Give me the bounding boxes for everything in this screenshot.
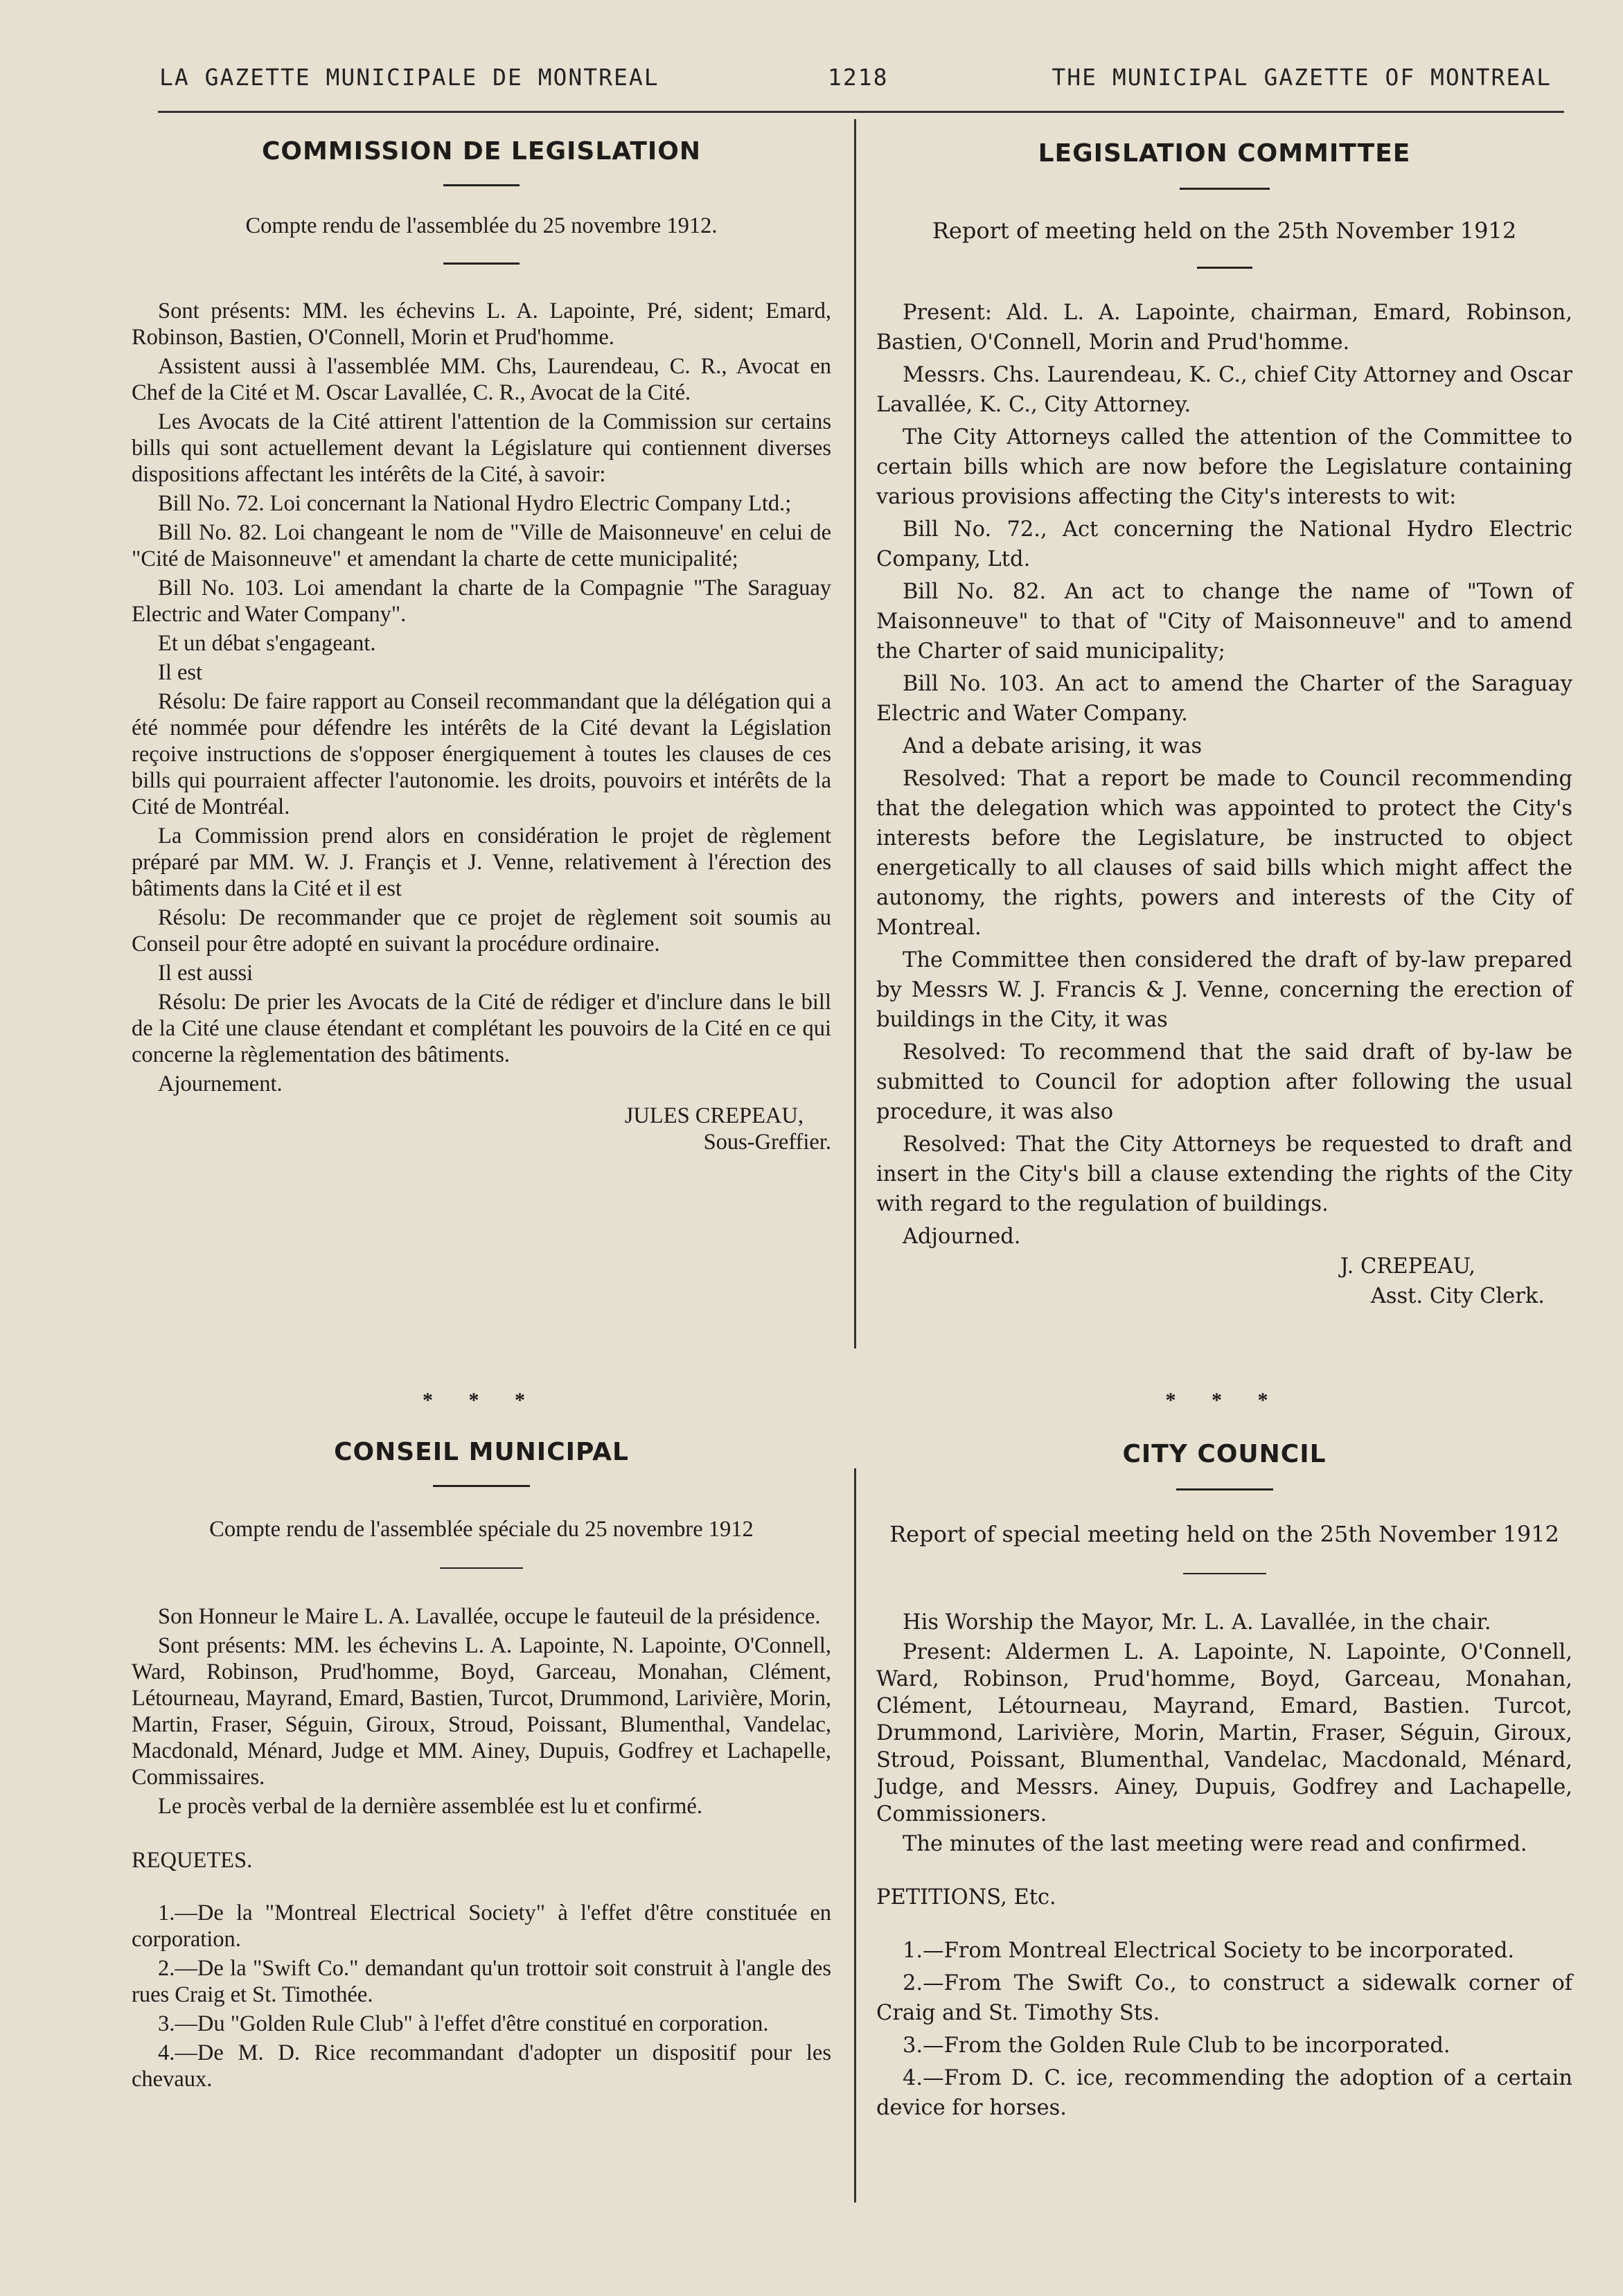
paragraph: Résolu: De faire rapport au Conseil recommandant que la délégation qui a été nommée pour défendre les intérêts de la Cité devant la Législation reçoive instructions de s'opposer énergiquement à toutes les clauses de ces bills qui pourraient affecter l'autonomie. les droits, pouvoirs et intérêts de la Cité de Montréal. [132,689,831,819]
section-title: CONSEIL MUNICIPAL [334,1438,629,1466]
paragraph: Bill No. 72. Loi concernant la National Hydro Electric Company Ltd.; [158,491,792,516]
paragraph: Il est [158,660,203,685]
paragraph: Le procès verbal de la dernière assemblée est lu et confirmé. [158,1794,702,1819]
header-english-title: THE MUNICIPAL GAZETTE OF MONTREAL [1052,64,1552,91]
header-french-title: LA GAZETTE MUNICIPALE DE MONTREAL [159,64,659,91]
list-item: 4.—De M. D. Rice recommandant d'adopter un dispositif pour les chevaux. [132,2040,831,2092]
paragraph: Sont présents: MM. les échevins L. A. Lapointe, Pré, sident; Emard, Robinson, Bastien, O'Connell, Morin et Prud'homme. [132,299,831,350]
paragraph: Sont présents: MM. les échevins L. A. Lapointe, N. Lapointe, O'Connell, Ward, Robinson, Prud'homme, Boyd, Garceau, Monahan, Clément, Létourneau, Mayrand, Emard, Bastien, Turcot, Drummond, Larivière, Morin, Martin, Fraser, Séguin, Giroux, Stroud, Poissant, Blumenthal, Vandelac, Macdonald, Ménard, Judge et MM. Ainey, Dupuis, Godfrey et Lachapelle, Commissaires. [132,1633,831,1790]
paragraph: Assistent aussi à l'assemblée MM. Chs, Laurendeau, C. R., Avocat en Chef de la Cité et M. Oscar Lavallée, C. R., Avocat de la Cité. [132,354,831,405]
paragraph: Résolu: De prier les Avocats de la Cité de rédiger et d'inclure dans le bill de la Cité une clause étendant et complétant les pouvoirs de la Cité en ce qui concerne la règlementation des bâtiments. [132,990,831,1067]
paragraph: Bill No. 103. Loi amendant la charte de la Compagnie "The Saraguay Electric and Water Company". [132,576,831,627]
paragraph: The City Attorneys called the attention of the Committee to certain bills which are now before the Legislature containing various provisions affecting the City's interests to wit: [876,425,1572,509]
list-item: 3.—From the Golden Rule Club to be incorporated. [903,2034,1451,2058]
paragraph: Messrs. Chs. Laurendeau, K. C., chief City Attorney and Oscar Lavallée, K. C., City Attorney. [876,363,1572,417]
paragraph: The Committee then considered the draft of by-law prepared by Messrs W. J. Francis & J. Venne, concerning the erection of buildings in the City, it was [876,948,1572,1032]
page-number: 1218 [828,64,889,91]
list-item: 2.—From The Swift Co., to construct a sidewalk corner of Craig and St. Timothy Sts. [876,1971,1572,2025]
section-separator: * * * [423,1389,540,1412]
subtitle-rule [443,262,520,265]
paragraph: Present: Ald. L. A. Lapointe, chairman, Emard, Robinson, Bastien, O'Connell, Morin and Prud'homme. [876,301,1572,355]
list-item: 1.—From Montreal Electrical Society to be incorporated. [903,1939,1515,1963]
signature-name: JULES CREPEAU, [624,1103,804,1128]
paragraph: Bill No. 82. An act to change the name of "Town of Maisonneuve" to that of "City of Maisonneuve" and to amend the Charter of said municipality; [876,580,1572,664]
column-divider-bottom [854,1468,856,2202]
section-body [876,1609,1572,1858]
city-council-section [876,1439,1572,2123]
paragraph: Resolved: To recommend that the said draft of by-law be submitted to Council for adoption after following the usual procedure, it was also [876,1040,1572,1124]
section-body [132,298,831,1097]
paragraph: Bill No. 72., Act concerning the National Hydro Electric Company, Ltd. [876,517,1572,571]
paragraph: Son Honneur le Maire L. A. Lavallée, occupe le fauteuil de la présidence. [158,1604,821,1629]
requests-list [132,1900,831,2092]
section-subtitle: Report of special meeting held on the 25th November 1912 [889,1521,1559,1547]
title-rule [433,1485,530,1487]
page-header [159,64,1552,98]
paragraph: Les Avocats de la Cité attirent l'attention de la Commission sur certains bills qui sont actuellement devant la Législature qui contiennent diverses dispositions affectant les intérêts de la Cité, à savoir: [132,409,831,487]
paragraph: And a debate arising, it was [903,734,1203,758]
paragraph: Bill No. 82. Loi changeant le nom de "Ville de Maisonneuve' en celui de "Cité de Maisonneuve" et amendant la charte de cette municipalité; [132,520,831,571]
paragraph: Ajournement. [158,1071,283,1096]
list-item: 4.—From D. C. ice, recommending the adoption of a certain device for horses. [876,2066,1572,2120]
paragraph: Resolved: That a report be made to Council recommending that the delegation which was appointed to protect the City's interests before the Legislature, be instructed to object energetically to all clauses of said bills which might affect the autonomy, the rights, powers and interests of the City of Montreal. [876,767,1572,940]
title-rule [1180,188,1270,190]
commission-legislation-section [132,139,831,1155]
conseil-municipal-section [132,1439,831,2092]
paragraph: Résolu: De recommander que ce projet de règlement soit soumis au Conseil pour être adopté en suivant la procédure ordinaire. [132,905,831,956]
paragraph: Et un débat s'engageant. [158,631,376,656]
signature-title: Asst. City Clerk. [1370,1284,1545,1308]
list-item: 1.—De la "Montreal Electrical Society" à l'effet d'être constituée en corporation. [132,1901,831,1952]
list-item: 3.—Du "Golden Rule Club" à l'effet d'être constitué en corporation. [158,2011,769,2036]
paragraph: La Commission prend alors en considération le projet de règlement préparé par MM. W. J. Françis et J. Venne, relativement à l'érection des bâtiments dans la Cité et il est [132,824,831,901]
section-subtitle: Compte rendu de l'assemblée spéciale du 25 novembre 1912 [209,1517,754,1542]
section-subtitle: Compte rendu de l'assemblée du 25 novembre 1912. [245,213,718,238]
legislation-committee-section [876,139,1572,1311]
requests-heading: REQUETES. [132,1848,253,1873]
section-title: COMMISSION DE LEGISLATION [261,137,702,166]
title-rule [443,184,520,186]
paragraph: His Worship the Mayor, Mr. L. A. Lavallée, in the chair. [903,1610,1491,1635]
section-subtitle: Report of meeting held on the 25th November 1912 [932,217,1517,244]
title-rule [1176,1488,1273,1490]
paragraph: Il est aussi [158,961,254,986]
paragraph: Bill No. 103. An act to amend the Charter of the Saraguay Electric and Water Company. [876,672,1572,726]
subtitle-rule [1197,267,1252,269]
section-body [132,1603,831,1819]
section-body [876,298,1572,1252]
paragraph: Adjourned. [903,1225,1021,1249]
paragraph: Present: Aldermen L. A. Lapointe, N. Lapointe, O'Connell, Ward, Robinson, Prud'homme, Boyd, Garceau, Monahan, Clément, Létourneau, Mayrand, Emard, Bastien. Turcot, Drummond, Larivière, Morin, Martin, Fraser, Séguin, Giroux, Stroud, Poissant, Blumenthal, Vandelac, Macdonald, Ménard, Judge, and Messrs. Ainey, Dupuis, Godfrey and Lachapelle, Commissioners. [876,1640,1572,1826]
header-rule [158,111,1564,113]
subtitle-rule [440,1567,523,1569]
section-title: CITY COUNCIL [1122,1440,1327,1468]
signature-title: Sous-Greffier. [703,1130,831,1155]
signature-name: J. CREPEAU, [1340,1254,1475,1279]
section-separator: * * * [1165,1389,1284,1412]
column-divider-top [854,119,856,1349]
list-item: 2.—De la "Swift Co." demandant qu'un trottoir soit construit à l'angle des rues Craig et St. Timothée. [132,1956,831,2007]
petitions-heading: PETITIONS, Etc. [876,1885,1056,1910]
subtitle-rule [1183,1573,1266,1574]
paragraph: The minutes of the last meeting were read and confirmed. [903,1832,1527,1856]
paragraph: Resolved: That the City Attorneys be requested to draft and insert in the City's bill a clause extending the rights of the City with regard to the regulation of buildings. [876,1132,1572,1216]
petitions-list [876,1936,1572,2123]
section-title: LEGISLATION COMMITTEE [1038,139,1411,168]
